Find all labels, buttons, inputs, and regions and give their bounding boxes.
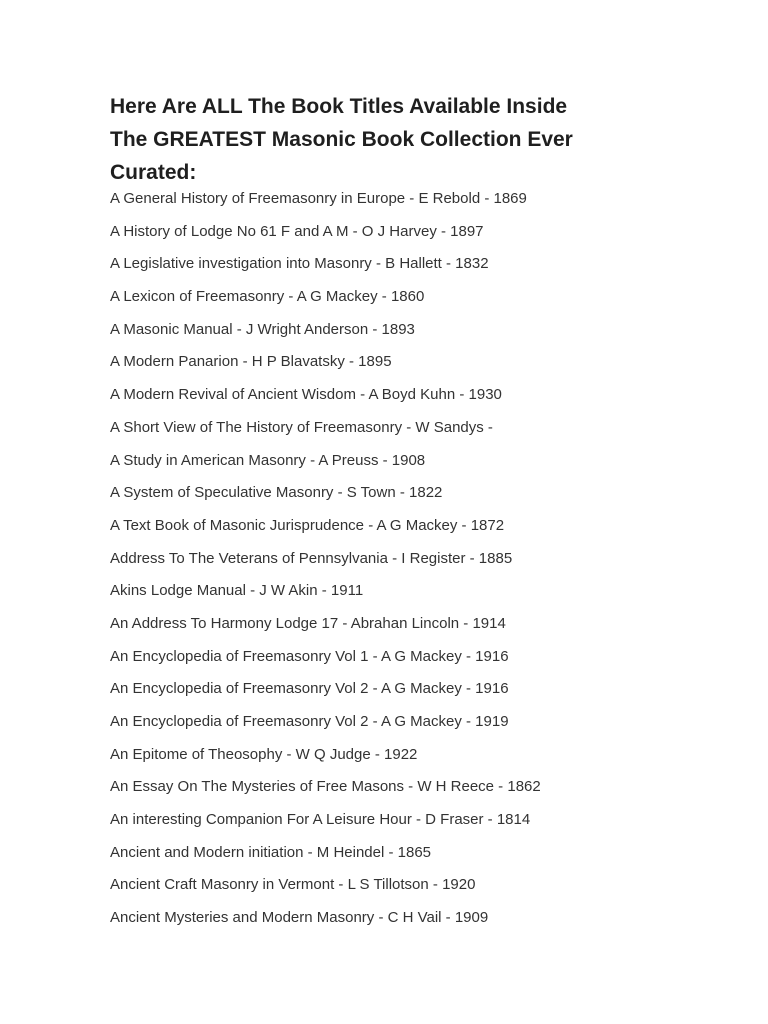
document-page xyxy=(110,90,750,935)
book-title-item: An interesting Companion For A Leisure Hour - D Fraser - 1814 xyxy=(110,811,531,829)
book-title-item: A Text Book of Masonic Jurisprudence - A G Mackey - 1872 xyxy=(110,516,505,534)
book-title-item: A Study in American Masonry - A Preuss - 1908 xyxy=(110,451,426,469)
book-title-item: A Masonic Manual - J Wright Anderson - 1893 xyxy=(110,320,415,338)
book-title-item: A Legislative investigation into Masonry - B Hallett - 1832 xyxy=(110,255,489,273)
book-title-item: Ancient and Modern initiation - M Heindel - 1865 xyxy=(110,843,432,861)
book-title-item: An Encyclopedia of Freemasonry Vol 2 - A G Mackey - 1919 xyxy=(110,713,509,730)
page-title-line-3: Curated: xyxy=(110,161,197,184)
book-title-item: A History of Lodge No 61 F and A M - O J Harvey - 1897 xyxy=(110,222,484,240)
book-title-item: A Short View of The History of Freemasonry - W Sandys - xyxy=(110,418,493,436)
book-title-item: Address To The Veterans of Pennsylvania - I Register - 1885 xyxy=(110,549,513,567)
book-title-item: Ancient Craft Masonry in Vermont - L S Tillotson - 1920 xyxy=(110,876,476,894)
book-title-item: A Modern Revival of Ancient Wisdom - A Boyd Kuhn - 1930 xyxy=(110,386,502,404)
book-title-item: A Lexicon of Freemasonry - A G Mackey - 1860 xyxy=(110,288,425,306)
book-title-item: An Encyclopedia of Freemasonry Vol 1 - A G Mackey - 1916 xyxy=(110,647,509,665)
page-title-line-1: Here Are ALL The Book Titles Available Inside xyxy=(110,95,568,118)
book-title-item: An Encyclopedia of Freemasonry Vol 2 - A G Mackey - 1916 xyxy=(110,680,509,698)
page-title xyxy=(110,90,750,189)
book-title-item: Akins Lodge Manual - J W Akin - 1911 xyxy=(110,582,364,600)
book-title-item: A Modern Panarion - H P Blavatsky - 1895 xyxy=(110,353,392,371)
book-title-item: A System of Speculative Masonry - S Town - 1822 xyxy=(110,484,443,502)
book-title-item: A General History of Freemasonry in Europe - E Rebold - 1869 xyxy=(110,190,527,207)
book-title-item: Ancient Mysteries and Modern Masonry - C H Vail - 1909 xyxy=(110,909,489,927)
book-title-item: An Essay On The Mysteries of Free Masons - W H Reece - 1862 xyxy=(110,778,541,796)
page-title-line-2: The GREATEST Masonic Book Collection Ever xyxy=(110,128,573,151)
book-title-item: An Epitome of Theosophy - W Q Judge - 1922 xyxy=(110,745,418,763)
book-title-item: An Address To Harmony Lodge 17 - Abrahan Lincoln - 1914 xyxy=(110,614,506,632)
book-title-list xyxy=(110,183,750,935)
